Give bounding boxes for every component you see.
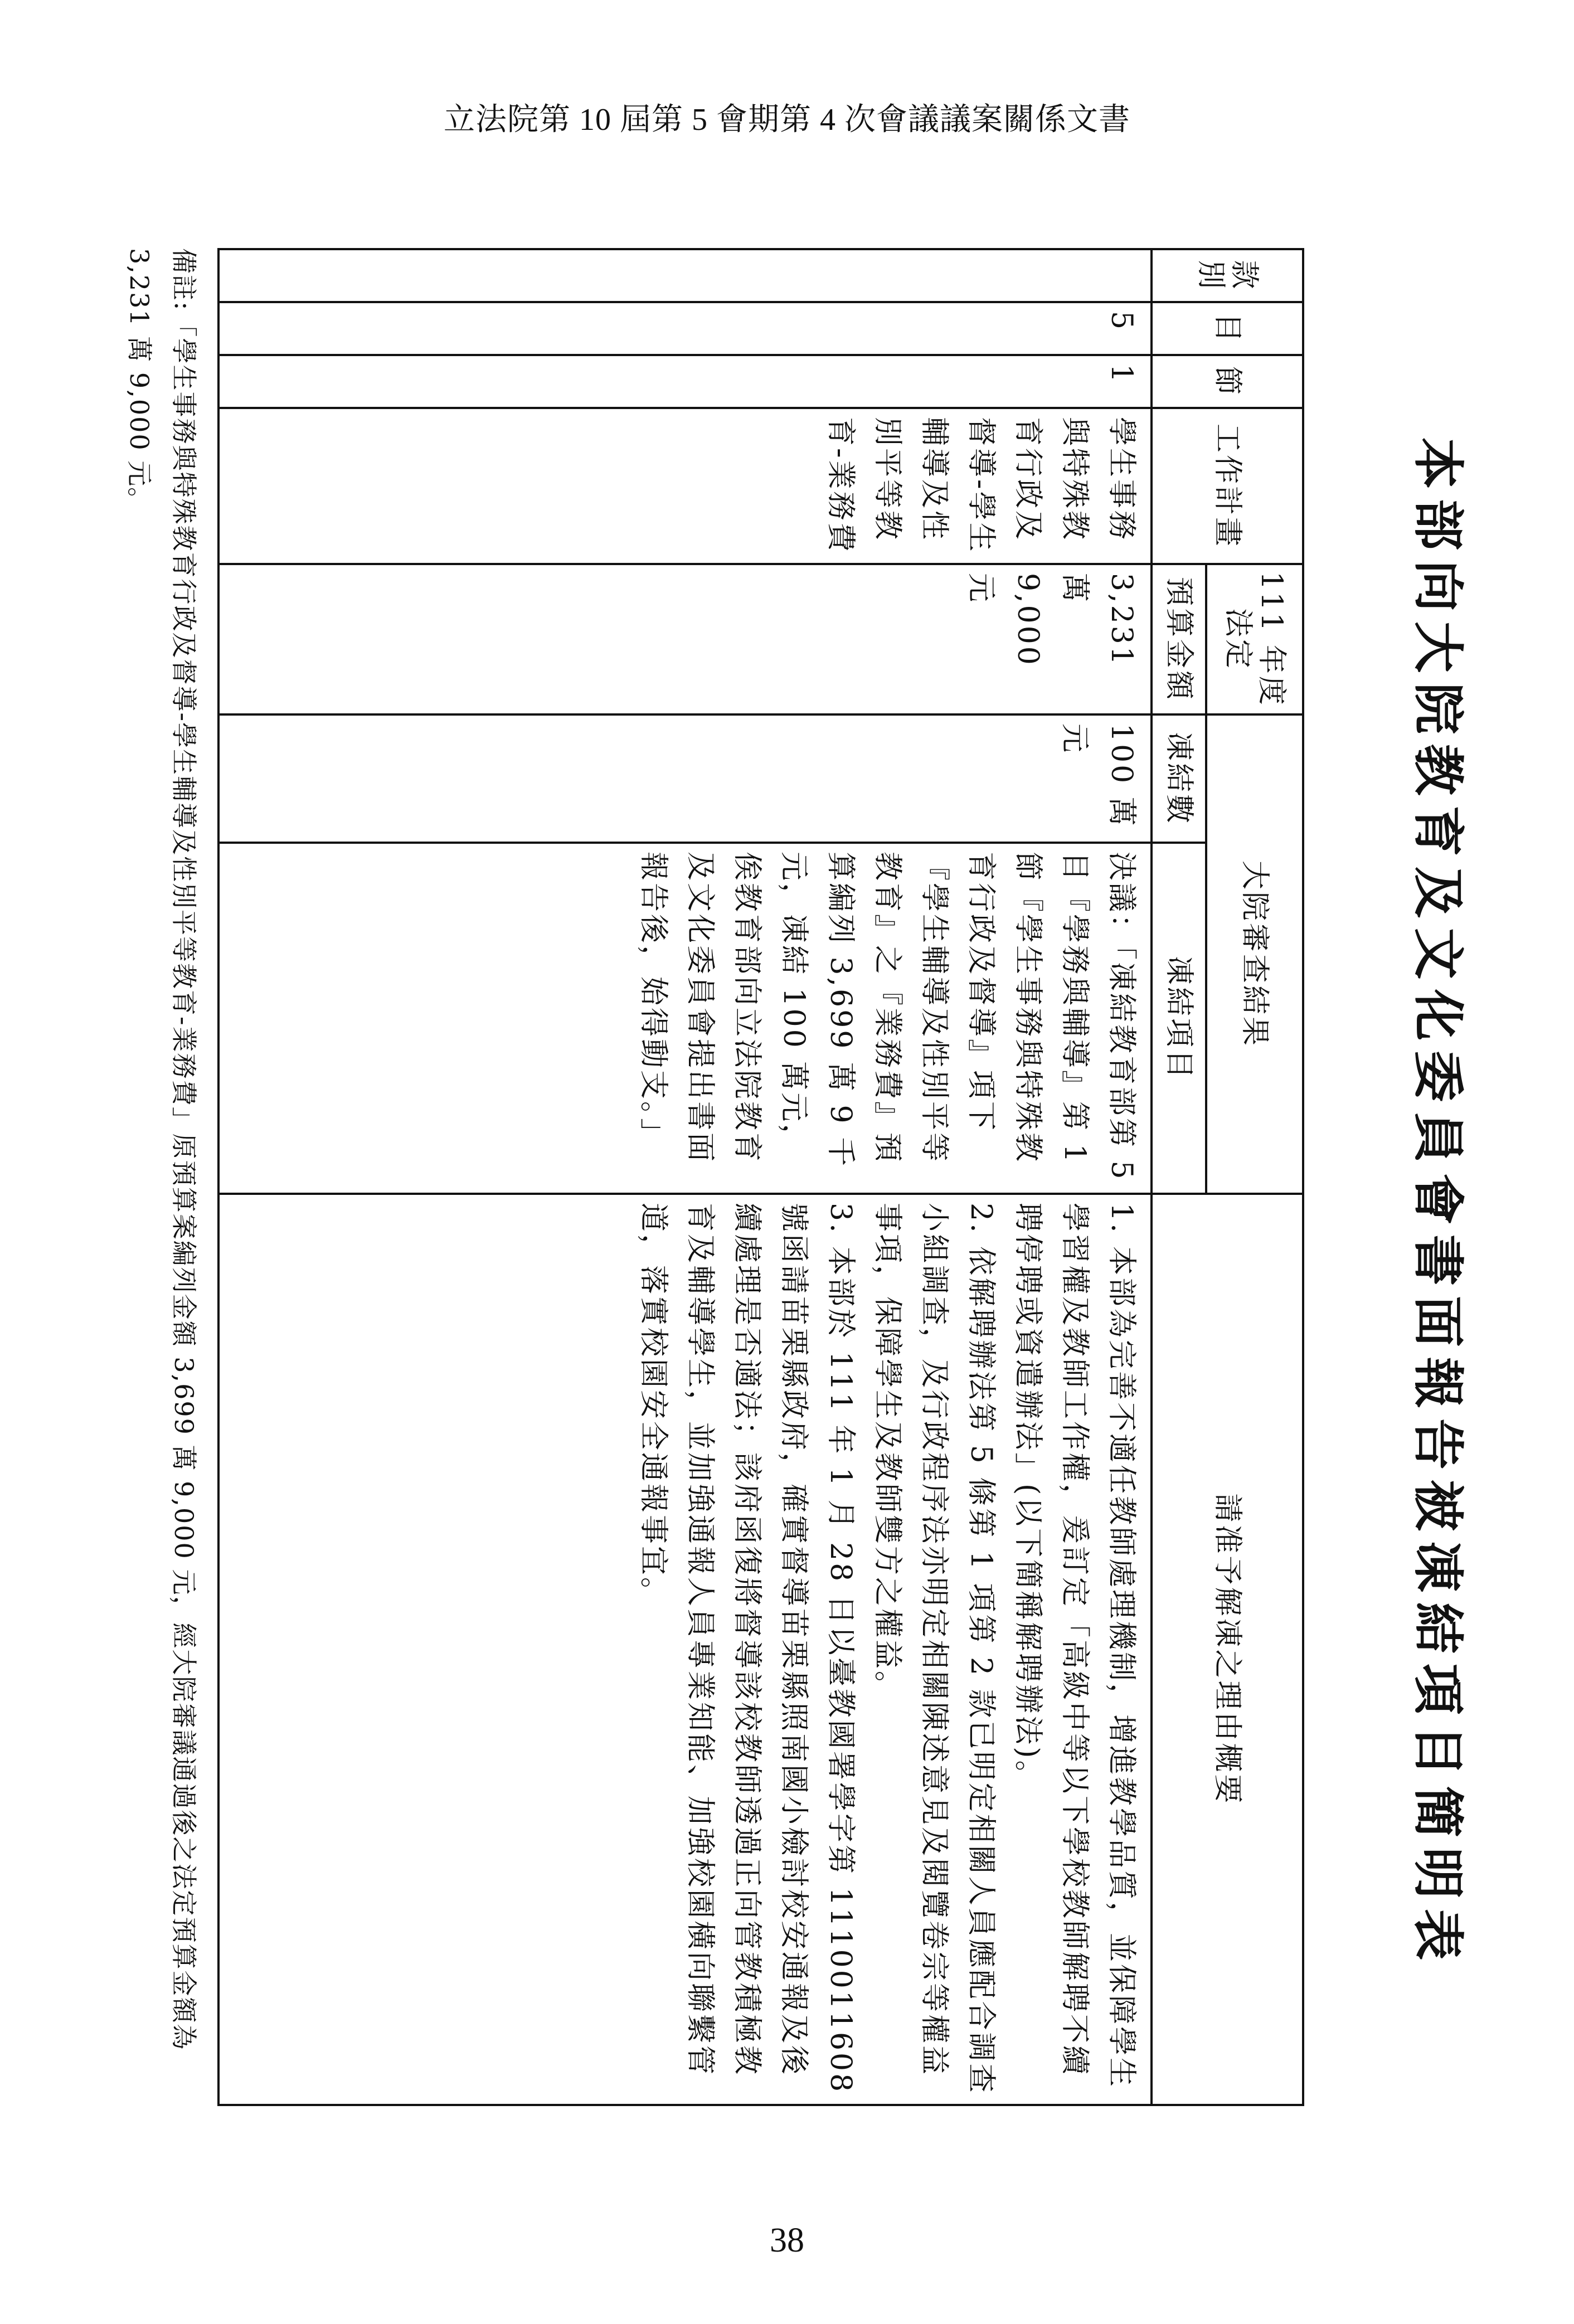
page-number: 38 — [770, 2221, 804, 2259]
header-frozen-item: 凍結項目 — [1152, 843, 1206, 1194]
cell-budget: 3,231 萬 9,000 元 — [218, 564, 1152, 714]
header-budget-bottom: 預算金額 — [1152, 564, 1206, 714]
cell-mu: 5 — [218, 302, 1152, 355]
document-title: 本部向大院教育及文化委員會書面報告被凍結項目簡明表 — [1408, 437, 1468, 1970]
running-header: 立法院第 10 屆第 5 會期第 4 次會議議案關係文書 — [444, 103, 1130, 137]
header-frozen-amount: 凍結數 — [1152, 714, 1206, 843]
header-reasons: 請准予解凍之理由概要 — [1152, 1194, 1303, 2105]
table-row — [218, 249, 1152, 2105]
header-row-1 — [1206, 249, 1303, 2105]
header-budget-top: 111 年度法定 — [1206, 564, 1303, 714]
cell-jie: 1 — [218, 355, 1152, 408]
header-mu: 目 — [1152, 302, 1303, 355]
cell-kuan — [218, 249, 1152, 302]
header-review-result: 大院審查結果 — [1206, 714, 1303, 1194]
footnote: 備註:「學生事務與特殊教育行政及督導-學生輔導及性別平等教育-業務費」原預算案編列金額 3,699 萬 9,000 元，經大院審議通過後之法定預算金額為 3,231 萬 9,000 元。 — [124, 248, 199, 2051]
cell-frozen-amount: 100 萬元 — [218, 714, 1152, 843]
cell-reasons — [218, 1194, 1152, 2105]
frozen-items-table — [217, 248, 1304, 2106]
cell-frozen-item: 決議：「凍結教育部第 5 目『學務與輔導』第 1 節『學生事務與特殊教育行政及督導』項下『學生輔導及性別平等教育』之『業務費』預算編列 3,699 萬 9 千元，凍結 100 萬元，俟教育部向立法院教育及文化委員會提出書面報告後，始得動支。」 — [218, 843, 1152, 1194]
reason-item: 2. 依解聘辦法第 5 條第 1 項第 2 款已明定相關人員應配合調查小組調查，及行政程序法亦明定相關陳述意見及閱覽卷宗等權益事項，保障學生及教師雙方之權益。 — [871, 1203, 998, 2095]
rotated-landscape-page — [124, 217, 1471, 2190]
header-jie: 節 — [1152, 355, 1303, 408]
reason-item: 1. 本部為完善不適任教師處理機制，增進教學品質，並保障學生學習權及教師工作權，爰訂定「高級中等以下學校教師解聘不續聘停聘或資遣辦法」(以下簡稱解聘辦法)。 — [1011, 1203, 1138, 2089]
header-kuan: 款別 — [1152, 249, 1303, 302]
header-plan: 工作計畫 — [1152, 408, 1303, 564]
cell-plan: 學生事務與特殊教育行政及督導-學生輔導及性別平等教育-業務費 — [218, 408, 1152, 564]
reason-item: 3. 本部於 111 年 1 月 28 日以臺教國署學字第 1110011608 號函請苗栗縣政府，確實督導苗栗縣照南國小檢討校安通報及後續處理是否適法；該府函復將督導該校教師透過正向管教積極教育及輔導學生，並加強通報人員專業知能、加強校園橫向聯繫管道，落實校園安全通報事宜。 — [637, 1203, 857, 2094]
